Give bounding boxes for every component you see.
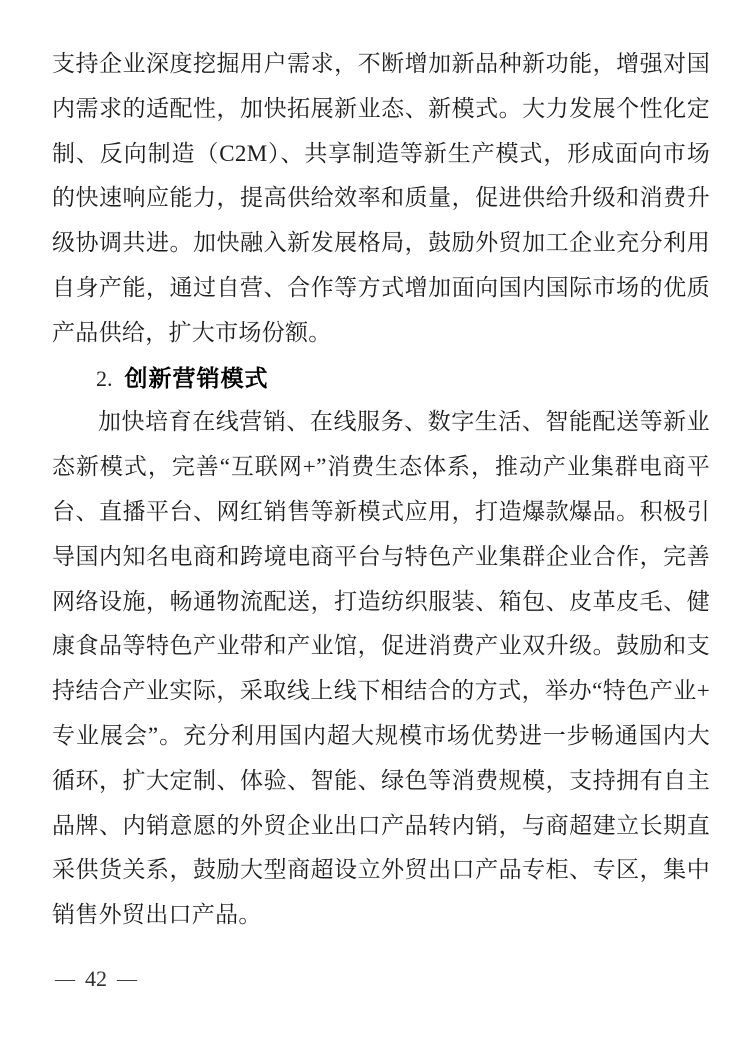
text-line: 自身产能，通过自营、合作等方式增加面向国内国际市场的优质	[52, 274, 710, 300]
text-line: 台、直播平台、网红销售等新模式应用，打造爆款爆品。积极引	[52, 498, 710, 524]
text-line: 循环，扩大定制、体验、智能、绿色等消费规模，支持拥有自主	[52, 767, 710, 793]
text-line: 的快速响应能力，提高供给效率和质量，促进供给升级和消费升	[52, 185, 710, 211]
page-footer	[55, 966, 137, 992]
text-line: 导国内知名电商和跨境电商平台与特色产业集群企业合作，完善	[52, 543, 710, 569]
text-line: 加快培育在线营销、在线服务、数字生活、智能配送等新业	[98, 409, 710, 435]
text-line: 采供货关系，鼓励大型商超设立外贸出口产品专柜、专区，集中	[52, 857, 710, 883]
footer-left-dash: —	[55, 967, 75, 990]
text-line: 级协调共进。加快融入新发展格局，鼓励外贸加工企业充分利用	[52, 230, 710, 256]
text-line: 支持企业深度挖掘用户需求，不断增加新品种新功能，增强对国	[52, 51, 710, 76]
text-line: 专业展会”。充分利用国内超大规模市场优势进一步畅通国内大	[52, 722, 710, 748]
text-line: 品牌、内销意愿的外贸企业出口产品转内销，与商超建立长期直	[52, 812, 710, 838]
page-body-text	[52, 42, 710, 938]
text-line: 销售外贸出口产品。	[52, 902, 262, 928]
text-line: 制、反向制造（C2M）、共享制造等新生产模式，形成面向市场	[52, 140, 710, 166]
section-heading	[52, 356, 710, 401]
text-line: 态新模式，完善“互联网+”消费生态体系，推动产业集群电商平	[52, 454, 710, 480]
text-line: 康食品等特色产业带和产业馆，促进消费产业双升级。鼓励和支	[52, 633, 710, 659]
footer-right-dash: —	[117, 967, 137, 990]
section-heading-title: 创新营销模式	[124, 364, 269, 391]
text-line: 持结合产业实际，采取线上线下相结合的方式，举办“特色产业+	[52, 678, 710, 704]
section-heading-number: 2.	[96, 365, 113, 391]
text-line: 产品供给，扩大市场份额。	[52, 319, 332, 345]
page-number: 42	[85, 966, 107, 991]
text-line: 网络设施，畅通物流配送，打造纺织服装、箱包、皮革皮毛、健	[52, 588, 710, 614]
text-line: 内需求的适配性，加快拓展新业态、新模式。大力发展个性化定	[52, 95, 710, 121]
